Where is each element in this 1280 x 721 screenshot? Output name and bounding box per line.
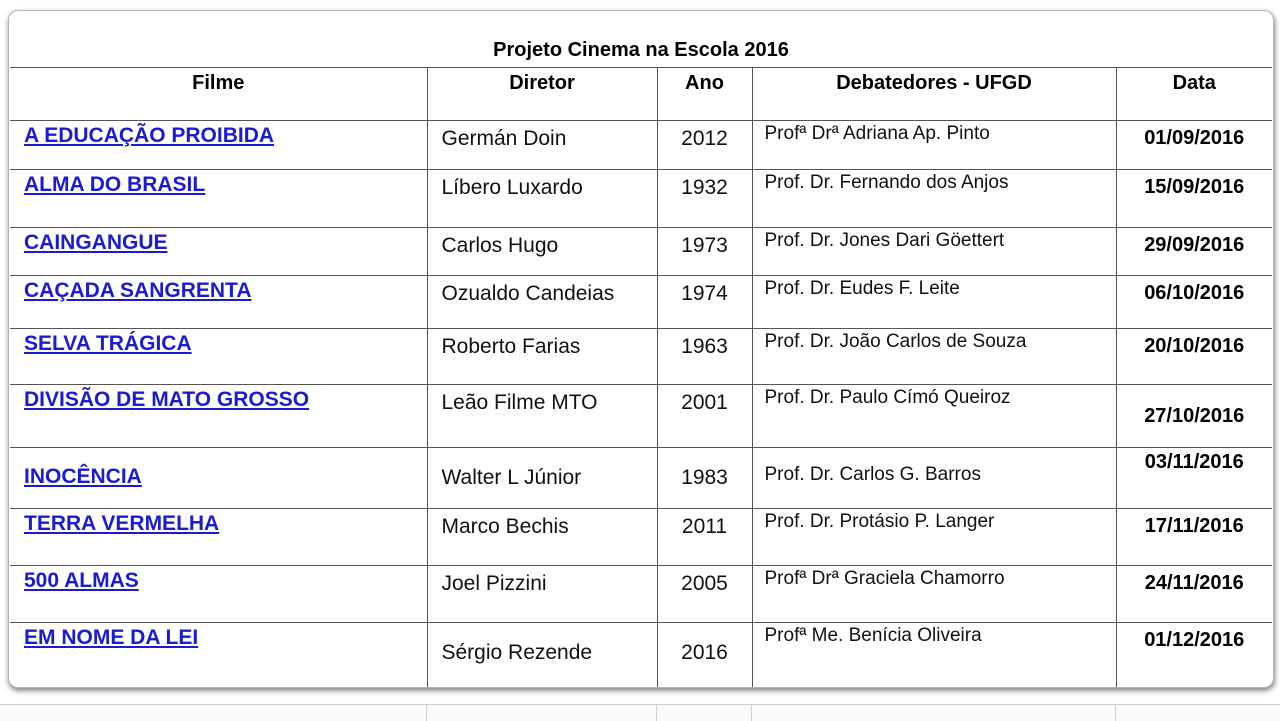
director-cell: Germán Doin — [427, 121, 657, 170]
film-link[interactable]: ALMA DO BRASIL — [24, 173, 206, 196]
table-row — [10, 276, 1272, 329]
film-link[interactable]: CAÇADA SANGRENTA — [24, 279, 252, 302]
header-year: Ano — [657, 68, 752, 121]
table-row — [10, 509, 1272, 566]
director-cell: Líbero Luxardo — [427, 170, 657, 228]
film-link[interactable]: DIVISÃO DE MATO GROSSO — [24, 388, 310, 411]
year-cell: 2011 — [657, 509, 752, 566]
debater-cell: Prof. Dr. Eudes F. Leite — [752, 276, 1116, 329]
date-cell: 20/10/2016 — [1116, 329, 1272, 385]
date-cell: 06/10/2016 — [1116, 276, 1272, 329]
director-cell: Marco Bechis — [427, 509, 657, 566]
table-row — [10, 566, 1272, 623]
year-cell: 2012 — [657, 121, 752, 170]
header-row — [10, 68, 1272, 121]
debater-cell: Prof. Dr. João Carlos de Souza — [752, 329, 1116, 385]
table-row — [10, 385, 1272, 448]
debater-cell: Prof. Dr. Carlos G. Barros — [752, 448, 1116, 509]
year-cell: 2005 — [657, 566, 752, 623]
date-cell: 01/09/2016 — [1116, 121, 1272, 170]
film-link[interactable]: CAINGANGUE — [24, 231, 168, 254]
document-frame — [8, 10, 1274, 688]
film-link[interactable]: SELVA TRÁGICA — [24, 332, 192, 355]
director-cell: Carlos Hugo — [427, 228, 657, 276]
film-link[interactable]: TERRA VERMELHA — [24, 512, 220, 535]
date-cell: 24/11/2016 — [1116, 566, 1272, 623]
date-cell: 03/11/2016 — [1116, 448, 1272, 509]
debater-cell: Profª Drª Adriana Ap. Pinto — [752, 121, 1116, 170]
header-date: Data — [1116, 68, 1272, 121]
table-row — [10, 329, 1272, 385]
header-director: Diretor — [427, 68, 657, 121]
film-link[interactable]: EM NOME DA LEI — [24, 626, 199, 649]
year-cell: 1974 — [657, 276, 752, 329]
film-link[interactable]: 500 ALMAS — [24, 569, 139, 592]
page-title: Projeto Cinema na Escola 2016 — [493, 39, 789, 61]
table-row — [10, 121, 1272, 170]
date-cell: 29/09/2016 — [1116, 228, 1272, 276]
year-cell: 1932 — [657, 170, 752, 228]
film-link[interactable]: INOCÊNCIA — [24, 465, 142, 488]
header-debaters: Debatedores - UFGD — [752, 68, 1116, 121]
debater-cell: Profª Drª Graciela Chamorro — [752, 566, 1116, 623]
year-cell: 1973 — [657, 228, 752, 276]
header-film: Filme — [10, 68, 427, 121]
director-cell: Ozualdo Candeias — [427, 276, 657, 329]
table-row — [10, 170, 1272, 228]
schedule-table — [10, 67, 1272, 688]
film-link[interactable]: A EDUCAÇÃO PROIBIDA — [24, 124, 275, 147]
next-table-edge — [0, 704, 1280, 721]
table-row — [10, 228, 1272, 276]
date-cell: 01/12/2016 — [1116, 623, 1272, 689]
table-row — [10, 448, 1272, 509]
debater-cell: Prof. Dr. Paulo Címó Queiroz — [752, 385, 1116, 448]
debater-cell: Profª Me. Benícia Oliveira — [752, 623, 1116, 689]
date-cell: 17/11/2016 — [1116, 509, 1272, 566]
year-cell: 2001 — [657, 385, 752, 448]
director-cell: Sérgio Rezende — [427, 623, 657, 689]
director-cell: Joel Pizzini — [427, 566, 657, 623]
director-cell: Leão Filme MTO — [427, 385, 657, 448]
date-cell: 15/09/2016 — [1116, 170, 1272, 228]
year-cell: 1983 — [657, 448, 752, 509]
debater-cell: Prof. Dr. Fernando dos Anjos — [752, 170, 1116, 228]
table-row — [10, 623, 1272, 689]
debater-cell: Prof. Dr. Jones Dari Göettert — [752, 228, 1116, 276]
director-cell: Walter L Júnior — [427, 448, 657, 509]
year-cell: 1963 — [657, 329, 752, 385]
year-cell: 2016 — [657, 623, 752, 689]
date-cell: 27/10/2016 — [1116, 385, 1272, 448]
debater-cell: Prof. Dr. Protásio P. Langer — [752, 509, 1116, 566]
director-cell: Roberto Farias — [427, 329, 657, 385]
